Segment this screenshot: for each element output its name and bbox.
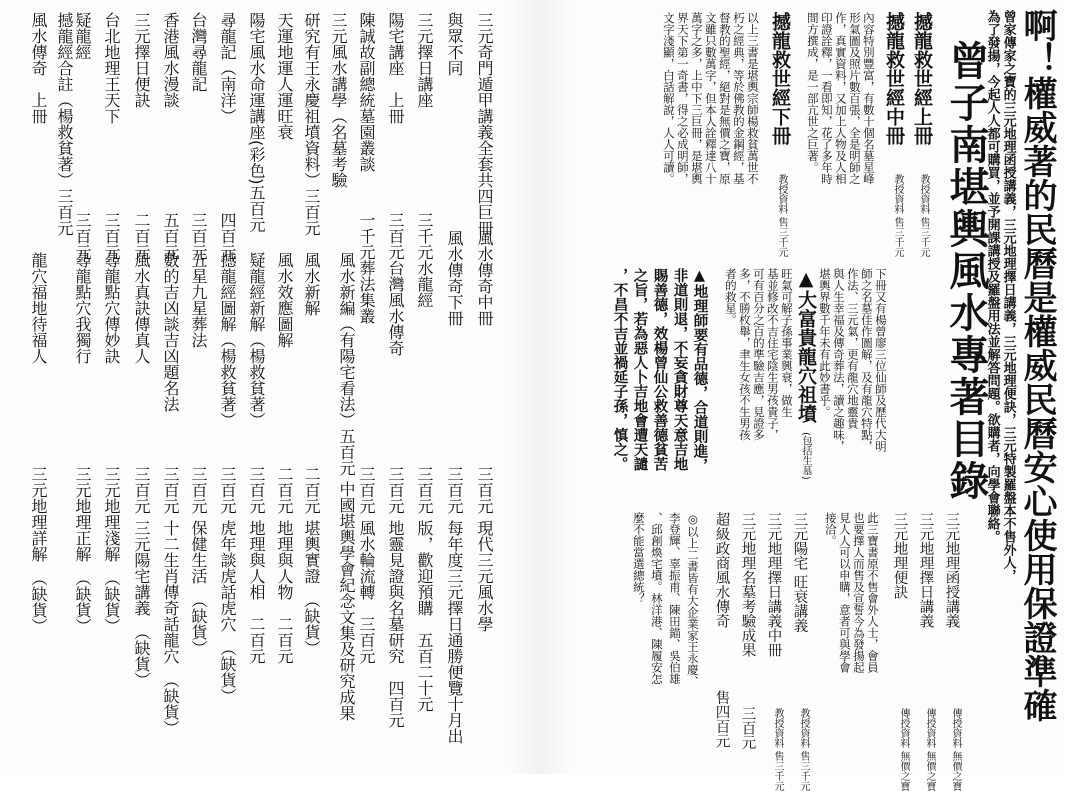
- desc-line: 堪輿界數千年未有此妙書乎。: [817, 268, 832, 418]
- list-item: 地理與人相 二百元: [247, 520, 266, 664]
- list-item: 疑龍經: [73, 12, 92, 60]
- list-item: 三元地理擇日講義: [917, 512, 934, 628]
- price: 三百元: [247, 466, 266, 514]
- list-item: 每年度三元擇日通勝便覽十月出: [445, 520, 464, 744]
- list-item: 撼龍經合註（楊救貧著）三百元: [55, 12, 74, 236]
- moral-line: 之旨，若為惡人卜吉地會遭天譴: [631, 268, 648, 471]
- list-item: 葬法集叢: [357, 260, 376, 324]
- section-note: (包括生墓): [800, 432, 811, 480]
- list-item: 三元地理正解 （缺貨）: [73, 466, 92, 634]
- list-item: 三元擇日便訣: [132, 12, 151, 108]
- list-item: 風水傳奇中冊: [475, 230, 494, 326]
- list-item: 香港風水漫談: [161, 12, 180, 108]
- notice-line: 為了發揚，今起人人都可購買，並予開課講授及羅盤用法並解答問題。欲購者，向學會聯絡。: [984, 10, 1000, 543]
- desc-line: 文字淺顯，白話解說，人人可讀。: [661, 12, 676, 185]
- item-note: 傳授資料 無價之寶: [924, 708, 935, 791]
- list-item: 版，歡迎預購 五百二十元: [415, 520, 434, 712]
- price: 三百元: [132, 466, 151, 514]
- price: 二百元: [302, 466, 321, 514]
- price: 三百元: [73, 212, 92, 260]
- desc-line: 多，不勝枚舉，聿生女孩不生男孩: [737, 268, 752, 441]
- list-item: 三元風水講學（名墓考驗: [329, 12, 348, 188]
- list-item: 疑龍經新解（楊救貧著）: [247, 252, 266, 428]
- list-item: 數的吉凶談吉凶題名法: [161, 252, 180, 412]
- list-item: 撼龍經圖解（楊救貧著）: [218, 252, 237, 428]
- desc-line: 形氣圖及照片數百張，全是明師之: [847, 12, 862, 185]
- catalog-title: 曾子南堪輿風水專著目錄: [943, 40, 989, 502]
- price: 四百元: [218, 212, 237, 260]
- book-title: 撼龍救世經中冊: [883, 12, 905, 145]
- desc-line: 基並修改不吉住宅陰生男孩貴子，: [765, 268, 780, 441]
- notice-line: 曾家傳家之寶的三元地理函授講義，三元地理擇日講義，三元地理便訣，三元特製羅盤本不售外人，: [1000, 10, 1016, 582]
- desc-line: 間方撰成，是一部亢世之巨著。: [805, 12, 820, 173]
- price: 三百元: [357, 466, 376, 514]
- list-item: 地靈見證與名墓研究 四百元: [386, 520, 405, 728]
- price: 一千元: [357, 212, 376, 260]
- list-item: 陽宅講座 上冊: [386, 12, 405, 124]
- list-item: 保健生活 （缺貨）: [189, 520, 208, 656]
- price: 三百元: [386, 466, 405, 514]
- item-price: 三百元: [739, 706, 756, 750]
- desc-line: 與人生幸福及傳奇葬法，讀之趣味，: [831, 268, 846, 452]
- page-title: 啊！權威著的民曆是權威民曆安心使用保證準確: [1017, 8, 1057, 722]
- list-item: 現代三元風水學: [475, 520, 494, 632]
- moral-line: 非道則退，不妄貪財尊天意吉地: [671, 268, 688, 471]
- price: 三千元: [415, 212, 434, 260]
- desc-line: 接洽。: [823, 512, 838, 547]
- book-price: 教授資料 售三千元: [918, 174, 929, 258]
- price: 三百元: [415, 466, 434, 514]
- item-price: 教授資料 售三千元: [798, 708, 809, 791]
- price: 三百元: [218, 466, 237, 514]
- price: 三百元: [445, 466, 464, 514]
- list-item: 堪輿實證 （缺貨）: [302, 520, 321, 656]
- desc-line: 文雖只數萬字，但本人詮釋達八十: [703, 12, 718, 185]
- book-title: 撼龍救世經下冊: [769, 12, 791, 145]
- list-item: 三元地理詳解 （缺貨）: [29, 466, 48, 634]
- list-item: 三元陽宅講義 （缺貨）: [132, 520, 151, 688]
- desc-line: 以上三書是堪輿宗師楊救貧萬世不: [745, 12, 760, 185]
- desc-line: 李登輝、辜振甫、陳田錨、吳伯雄: [667, 512, 682, 685]
- price: 二百元: [132, 212, 151, 260]
- list-item: 風水傳奇 上冊: [29, 12, 48, 124]
- desc-line: 師之名墓佳作圖解，及有龍穴特點，: [859, 268, 874, 452]
- list-item: 尋龍點穴我獨行: [73, 252, 92, 364]
- price: 五百元: [161, 212, 180, 260]
- moral-line: 賜善德，效楊曾仙公救善德貧苦: [651, 268, 668, 471]
- book-price: 教授資料 售三千元: [776, 174, 787, 258]
- list-item: 三元擇日講座: [415, 12, 434, 108]
- desc-line: 界天下第一奇書，得之必成明師，: [675, 12, 690, 185]
- list-item: 十二生肖傳奇話龍穴 （缺貨）: [161, 520, 180, 736]
- list-item: 尋龍記（南洋）: [218, 12, 237, 124]
- list-item: 與眾不同: [445, 12, 464, 76]
- desc-line: 旺氣可解子孫事業興衰，做生: [779, 268, 794, 418]
- list-item: 風水真訣傳真人: [132, 252, 151, 364]
- list-item: 三元陽宅 旺衰講義: [791, 512, 808, 633]
- list-item: 台北地理王天下: [102, 12, 121, 124]
- list-item: 研究有王永慶祖墳資料）三百元: [302, 12, 321, 236]
- list-item: 陽宅風水命運講座(彩色)五百元: [247, 12, 266, 233]
- price: 三百元: [189, 466, 208, 514]
- desc-line: 麼不能當選總統？: [631, 512, 646, 604]
- desc-line: 見人人可以申購，意者可與學會: [837, 512, 852, 673]
- list-item: 尋龍點穴傳妙訣: [102, 252, 121, 364]
- desc-line: 下冊又有楊曾廖三位仙師及歷代大明: [873, 268, 888, 452]
- list-item: 風水效應圖解: [275, 252, 294, 348]
- price: 二百元: [275, 466, 294, 514]
- list-item: 三元地理函授講義: [943, 512, 960, 628]
- desc-line: 此三寶書原不售會外人士，會員: [865, 512, 880, 673]
- desc-line: 印證詮釋，一看即知，花了多年時: [819, 12, 834, 185]
- list-item: 虎年談虎話虎穴 （缺貨）: [218, 520, 237, 704]
- desc-line: 作法、三元氣，更有龍穴地靈貴: [845, 268, 860, 429]
- list-item: 三元地理便訣: [891, 512, 908, 599]
- list-item: 超級政商風水傳奇: [713, 512, 730, 628]
- list-item: 三元地理淺解 （缺貨）: [102, 466, 121, 634]
- price: 三百元: [189, 212, 208, 260]
- desc-line: 內容特別豐富，有數十個名墓星峰: [861, 12, 876, 185]
- moral-line: ，不昌不吉並禍延子孫，慎之。: [611, 268, 628, 471]
- list-item: 風水新編（有陽宅看法）五百元 中國堪輿學會紀念文集及研究成果: [337, 252, 356, 722]
- book-price: 教授資料 售三千元: [892, 174, 903, 258]
- price: 三百元: [386, 212, 405, 260]
- list-item: 風水輪流轉 三百元: [357, 520, 376, 664]
- desc-line: 萬字之多，上中下三巨冊，是堪輿: [689, 12, 704, 185]
- item-note: 傳授資料 無價之寶: [950, 708, 961, 791]
- list-item: 地理與人物 二百元: [275, 520, 294, 664]
- desc-line: 朽之經典，等於佛教的金鋼經，基: [731, 12, 746, 185]
- desc-line: 也要擇人而售及宣誓今為發揚起: [851, 512, 866, 673]
- desc-line: 作，真實資料，又加上人物及人相: [833, 12, 848, 185]
- desc-line: 者的救星。: [723, 268, 738, 326]
- list-item: 天運地運人運旺衰: [275, 12, 294, 140]
- item-price: 售四百元: [713, 690, 730, 748]
- list-item: 五星九星葬法: [189, 252, 208, 348]
- item-price: 教授資料 售三千元: [772, 708, 783, 791]
- item-note: 傳授資料 無價之寶: [898, 708, 909, 791]
- list-item: 三元地理擇日講義中冊: [765, 512, 782, 657]
- list-item: 風水新解: [302, 252, 321, 316]
- desc-line: ◎以上二書皆有大企業家王永慶、: [685, 512, 700, 687]
- price: 三百元: [475, 466, 494, 514]
- list-item: 台灣風水傳奇: [386, 260, 405, 356]
- list-item: 台灣尋龍記: [189, 12, 208, 92]
- list-item: 三元奇門遁甲講義全套共四巨冊: [475, 12, 494, 236]
- desc-line: 督教的聖經，絕對是無價之寶，原: [717, 12, 732, 185]
- moral-line: ▲地理師要有品德，合道則進，: [691, 268, 708, 473]
- section-heading: ▲大富貴龍穴祖墳: [795, 268, 817, 423]
- list-item: 水龍經: [415, 260, 434, 308]
- book-title: 撼龍救世經上冊: [911, 12, 933, 145]
- list-item: 龍穴福地待福人: [29, 252, 48, 364]
- price: 三百元: [161, 466, 180, 514]
- desc-line: 、邱創煥宅墳。林洋港、陳履安怎: [649, 512, 664, 685]
- list-item: 陳誠故副總統墓園叢談: [357, 12, 376, 172]
- list-item: 三元地理名墓考驗成果: [739, 512, 756, 657]
- price: 三百元: [102, 212, 121, 260]
- desc-line: 可有百分之百的準驗吉應，見證多: [751, 268, 766, 441]
- list-item: 風水傳奇下冊: [445, 230, 464, 326]
